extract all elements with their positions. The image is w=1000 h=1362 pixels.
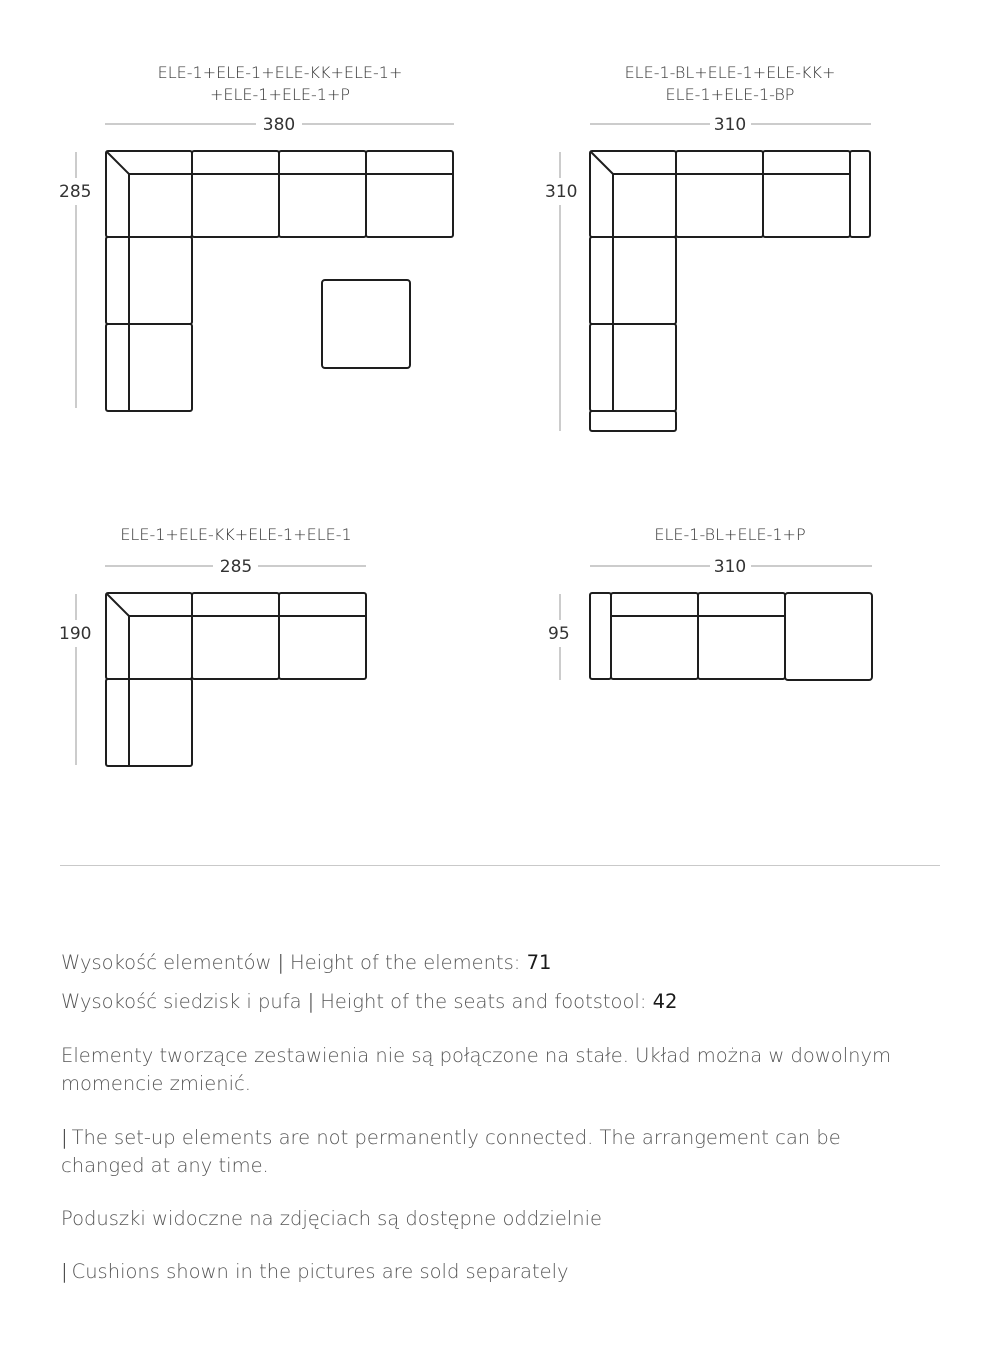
- set-3-caption: ELE-1+ELE-KK+ELE-1+ELE-1: [120, 525, 352, 544]
- module-element: [106, 237, 192, 324]
- separator: |: [61, 1126, 68, 1149]
- module-element: [611, 593, 698, 679]
- module-element: [279, 151, 366, 237]
- module-element: [279, 593, 366, 679]
- note-en: The set-up elements are not permanently connected. The arrangement can be changed at any time.: [61, 1126, 841, 1177]
- separator: |: [307, 990, 315, 1013]
- set-3-depth-label: 190: [59, 624, 92, 644]
- set-1-sofa-plan: [106, 151, 453, 411]
- section-divider: [60, 865, 940, 866]
- set-1-width-label: 380: [262, 115, 296, 135]
- set-4: [548, 525, 872, 680]
- separator: |: [277, 951, 285, 974]
- set-1-caption-line2: +ELE-1+ELE-1+P: [209, 85, 351, 104]
- footstool: [785, 593, 872, 680]
- set-3: [59, 525, 366, 766]
- set-4-width-label: 310: [713, 557, 747, 577]
- corner-backrest: [106, 593, 192, 679]
- set-2-sofa-plan: [590, 151, 870, 431]
- separator: |: [61, 1260, 68, 1283]
- armrest-element: [590, 411, 676, 431]
- armrest-element: [850, 151, 870, 237]
- height-of-elements-line: [61, 949, 551, 977]
- module-element: [763, 151, 850, 237]
- module-element: [676, 151, 763, 237]
- set-1-caption-line1: ELE-1+ELE-1+ELE-KK+ELE-1+: [157, 63, 403, 82]
- set-2-caption-line1: ELE-1-BL+ELE-1+ELE-KK+: [624, 63, 836, 82]
- cushions-en: Cushions shown in the pictures are sold separately: [71, 1260, 569, 1283]
- note-pl: Elementy tworzące zestawienia nie są połączone na stałe. Układ można w dowolnym momencie zmienić.: [61, 1044, 892, 1095]
- module-element: [366, 151, 453, 237]
- set-3-sofa-plan: [106, 593, 366, 766]
- set-2-width-label: 310: [713, 115, 747, 135]
- module-element: [106, 324, 192, 411]
- module-element: [590, 324, 676, 411]
- module-element: [590, 237, 676, 324]
- module-element: [192, 151, 279, 237]
- armrest-element: [590, 593, 611, 679]
- note-en-paragraph: [61, 1124, 921, 1180]
- set-1: [59, 63, 454, 411]
- set-3-width-label: 285: [219, 557, 253, 577]
- cushions-pl: Poduszki widoczne na zdjęciach są dostępne oddzielnie: [61, 1207, 603, 1230]
- module-element: [106, 679, 192, 766]
- set-4-caption: ELE-1-BL+ELE-1+P: [654, 525, 806, 544]
- set-2: [545, 63, 871, 431]
- cushions-en-paragraph: [61, 1258, 569, 1286]
- set-2-caption-line2: ELE-1+ELE-1-BP: [665, 85, 795, 104]
- module-element: [192, 593, 279, 679]
- height-en-label: Height of the elements:: [290, 951, 521, 974]
- set-2-depth-label: 310: [545, 182, 578, 202]
- module-element: [698, 593, 785, 679]
- height-pl-label: Wysokość elementów: [61, 951, 272, 974]
- seat-value: 42: [652, 990, 678, 1013]
- seat-en-label: Height of the seats and footstool:: [320, 990, 647, 1013]
- seat-pl-label: Wysokość siedzisk i pufa: [61, 990, 302, 1013]
- set-4-sofa-plan: [590, 593, 872, 680]
- footstool: [322, 280, 410, 368]
- corner-backrest: [590, 151, 676, 237]
- corner-backrest: [106, 151, 192, 237]
- set-1-depth-label: 285: [59, 182, 92, 202]
- set-4-depth-label: 95: [548, 624, 570, 644]
- height-value: 71: [526, 951, 552, 974]
- height-of-seats-line: [61, 988, 677, 1016]
